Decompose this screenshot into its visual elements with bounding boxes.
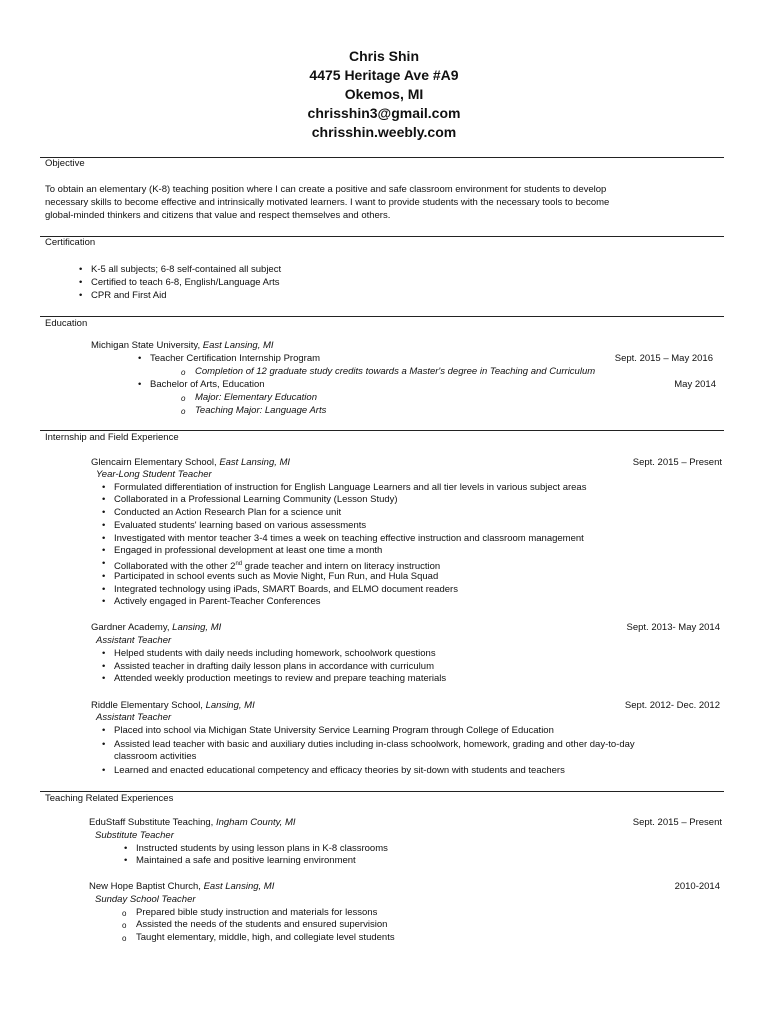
teaching-major-label: Teaching Major:: [195, 405, 263, 416]
job-duty: • Assisted lead teacher with basic and auxiliary duties including in-class schoolwork, homework, grading and other day-to-day: [114, 739, 635, 751]
job-date: Sept. 2012- Dec. 2012: [624, 700, 720, 711]
education-program: • Teacher Certification Internship Program: [150, 353, 320, 365]
job-title-line: [89, 817, 296, 829]
section-divider: [40, 157, 724, 158]
section-divider: [40, 430, 724, 431]
job-role: Substitute Teacher: [95, 830, 174, 841]
job-location: Ingham County, MI: [215, 817, 296, 828]
job-title-line: [89, 881, 274, 893]
school-name: [91, 340, 274, 352]
job-duty: • Actively engaged in Parent-Teacher Conferences: [114, 596, 320, 608]
job-role: Year-Long Student Teacher: [96, 469, 212, 480]
job-duty: • Evaluated students' learning based on various assessments: [114, 520, 366, 532]
job-duty: • Conducted an Action Research Plan for a science unit: [114, 507, 341, 519]
section-divider: [40, 791, 724, 792]
job-duty: • Collaborated in a Professional Learning Community (Lesson Study): [114, 494, 398, 506]
job-role: Assistant Teacher: [96, 712, 172, 723]
job-duty-continued: classroom activities: [114, 751, 197, 762]
section-divider: [40, 236, 724, 237]
job-duty: • Placed into school via Michigan State University Service Learning Program through College of Education: [114, 725, 554, 737]
collab-text-post: grade teacher and intern on literacy instruction: [242, 561, 441, 573]
job-duty: • Attended weekly production meetings to review and prepare teaching materials: [114, 673, 446, 685]
job-duty: o Assisted the needs of the students and ensured supervision: [136, 919, 387, 931]
city-state: Okemos, MI: [344, 86, 424, 102]
job-org: Gardner Academy,: [91, 622, 170, 633]
section-title-objective: Objective: [45, 158, 85, 169]
school-org: Michigan State University,: [91, 340, 201, 351]
section-divider: [40, 316, 724, 317]
job-date: Sept. 2015 – Present: [632, 817, 722, 828]
section-title-certification: Certification: [45, 237, 96, 248]
job-location: East Lansing, MI: [203, 881, 275, 892]
job-title-line: [91, 700, 255, 712]
job-duty: • Integrated technology using iPads, SMART Boards, and ELMO document readers: [114, 584, 458, 596]
job-location: Lansing, MI: [172, 622, 222, 633]
job-title-line: [91, 622, 221, 634]
job-location: East Lansing, MI: [219, 457, 291, 468]
job-duty: • Engaged in professional development at least one time a month: [114, 545, 382, 557]
website-url: chrisshin.weebly.com: [311, 124, 457, 140]
job-role: Assistant Teacher: [96, 635, 172, 646]
job-duty: • Helped students with daily needs including homework, schoolwork questions: [114, 648, 436, 660]
school-location: East Lansing, MI: [202, 340, 274, 351]
program-detail: o Completion of 12 graduate study credits towards a Master's degree in Teaching and Curriculum: [195, 366, 595, 378]
candidate-name: Chris Shin: [348, 48, 419, 64]
major-line: [195, 392, 317, 404]
job-title-line: [91, 457, 290, 469]
job-duty: • Investigated with mentor teacher 3-4 times a week on teaching effective instruction and classroom management: [114, 533, 584, 545]
collab-text-pre: Collaborated with the other 2: [114, 561, 236, 573]
job-duty: • Formulated differentiation of instruction for English Language Learners and all tier levels in various subject areas: [114, 482, 586, 494]
program-date: Sept. 2015 – May 2016: [614, 353, 713, 364]
certification-item: • Certified to teach 6-8, English/Language Arts: [91, 277, 280, 289]
job-duty: • Learned and enacted educational competency and efficacy theories by sit-down with students and teachers: [114, 765, 565, 777]
teaching-major-line: [195, 405, 326, 417]
certification-item: • CPR and First Aid: [91, 290, 167, 302]
job-date: Sept. 2015 – Present: [632, 457, 722, 468]
major-value: Elementary Education: [224, 392, 317, 403]
job-org: Glencairn Elementary School,: [91, 457, 217, 468]
job-org: EduStaff Substitute Teaching,: [89, 817, 214, 828]
job-org: New Hope Baptist Church,: [89, 881, 201, 892]
ordinal-suffix: nd: [235, 561, 243, 567]
certification-item: • K-5 all subjects; 6-8 self-contained all subject: [91, 264, 281, 276]
email-address: chrisshin3@gmail.com: [307, 105, 461, 121]
major-label: Major:: [195, 392, 222, 403]
section-title-education: Education: [45, 318, 88, 329]
job-duty: • Maintained a safe and positive learning environment: [136, 855, 356, 867]
job-org: Riddle Elementary School,: [91, 700, 203, 711]
job-duty: • Assisted teacher in drafting daily lesson plans in accordance with curriculum: [114, 661, 434, 673]
job-location: Lansing, MI: [205, 700, 255, 711]
job-date: 2010-2014: [674, 881, 720, 892]
section-title-teaching: Teaching Related Experiences: [45, 793, 174, 804]
teaching-major-value: Language Arts: [264, 405, 327, 416]
objective-line: global-minded thinkers and citizens that value and respect themselves and others.: [45, 210, 391, 221]
objective-line: To obtain an elementary (K-8) teaching position where I can create a positive and safe classroom environment for students to develop: [45, 184, 607, 195]
program-date: May 2014: [674, 379, 716, 390]
section-title-internship: Internship and Field Experience: [45, 432, 179, 443]
job-duty: • Instructed students by using lesson plans in K-8 classrooms: [136, 843, 388, 855]
job-role: Sunday School Teacher: [95, 894, 196, 905]
job-duty: o Taught elementary, middle, high, and collegiate level students: [136, 932, 395, 944]
objective-line: necessary skills to become effective and intrinsically motivated learners. I want to provide students with the necessary tools to become: [45, 197, 610, 208]
street-address: 4475 Heritage Ave #A9: [309, 67, 459, 83]
job-duty: o Prepared bible study instruction and materials for lessons: [136, 907, 377, 919]
job-duty: • Participated in school events such as Movie Night, Fun Run, and Hula Squad: [114, 571, 438, 583]
education-program: • Bachelor of Arts, Education: [150, 379, 265, 391]
job-date: Sept. 2013- May 2014: [626, 622, 720, 633]
